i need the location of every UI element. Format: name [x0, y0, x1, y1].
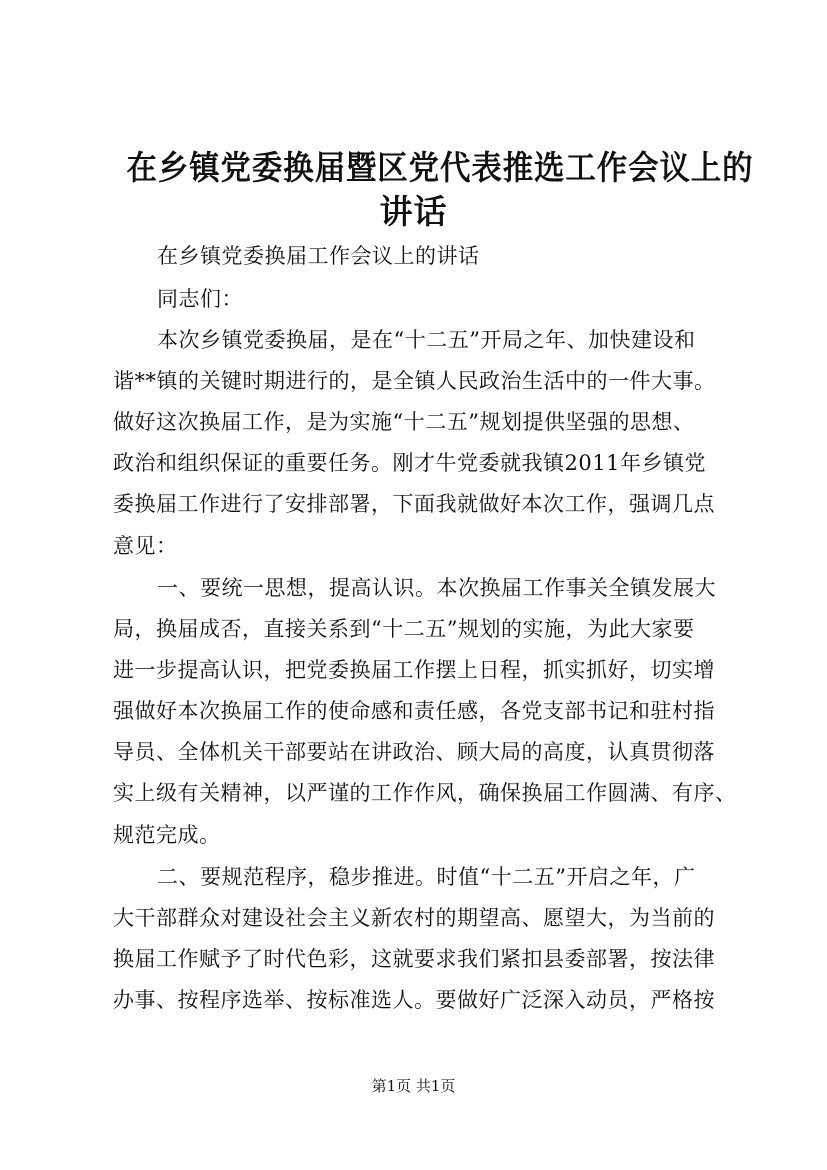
- document-title-line-1: 在乡镇党委换届暨区党代表推选工作会议上的: [126, 148, 754, 187]
- page-footer: 第1页 共1页: [371, 1077, 456, 1095]
- body-line: 本次乡镇党委换届，是在“十二五”开局之年、加快建设和: [157, 328, 696, 352]
- document-subtitle: 在乡镇党委换届工作会议上的讲话: [157, 244, 480, 268]
- body-line: 强做好本次换届工作的使命感和责任感，各党支部书记和驻村指: [113, 699, 715, 723]
- body-line: 实上级有关精神，以严谨的工作作风，确保换届工作圆满、有序、: [113, 781, 737, 805]
- body-line: 换届工作赋予了时代色彩，这就要求我们紧扣县委部署，按法律: [113, 947, 715, 971]
- body-line: 做好这次换届工作，是为实施“十二五”规划提供坚强的思想、: [113, 410, 695, 434]
- body-line: 进一步提高认识，把党委换届工作摆上日程，抓实抓好，切实增: [113, 658, 715, 682]
- body-line: 意见：: [113, 534, 178, 558]
- body-line: 局，换届成否，直接关系到“十二五”规划的实施，为此大家要: [113, 617, 695, 641]
- body-line: 办事、按程序选举、按标准选人。要做好广泛深入动员，严格按: [113, 988, 715, 1012]
- document-title-line-2: 讲话: [379, 192, 448, 231]
- body-line: 谐**镇的关键时期进行的，是全镇人民政治生活中的一件大事。: [113, 369, 716, 393]
- body-line: 导员、全体机关干部要站在讲政治、顾大局的高度，认真贯彻落: [113, 740, 715, 764]
- body-line: 一、要统一思想，提高认识。本次换届工作事关全镇发展大: [157, 576, 716, 600]
- body-line: 规范完成。: [113, 823, 221, 847]
- salutation: 同志们：: [157, 287, 243, 311]
- body-line: 大干部群众对建设社会主义新农村的期望高、愿望大，为当前的: [113, 906, 715, 930]
- body-line: 政治和组织保证的重要任务。刚才牛党委就我镇2011年乡镇党: [113, 451, 706, 475]
- body-line: 委换届工作进行了安排部署，下面我就做好本次工作，强调几点: [113, 492, 715, 516]
- body-line: 二、要规范程序，稳步推进。时值“十二五”开启之年，广: [157, 865, 696, 889]
